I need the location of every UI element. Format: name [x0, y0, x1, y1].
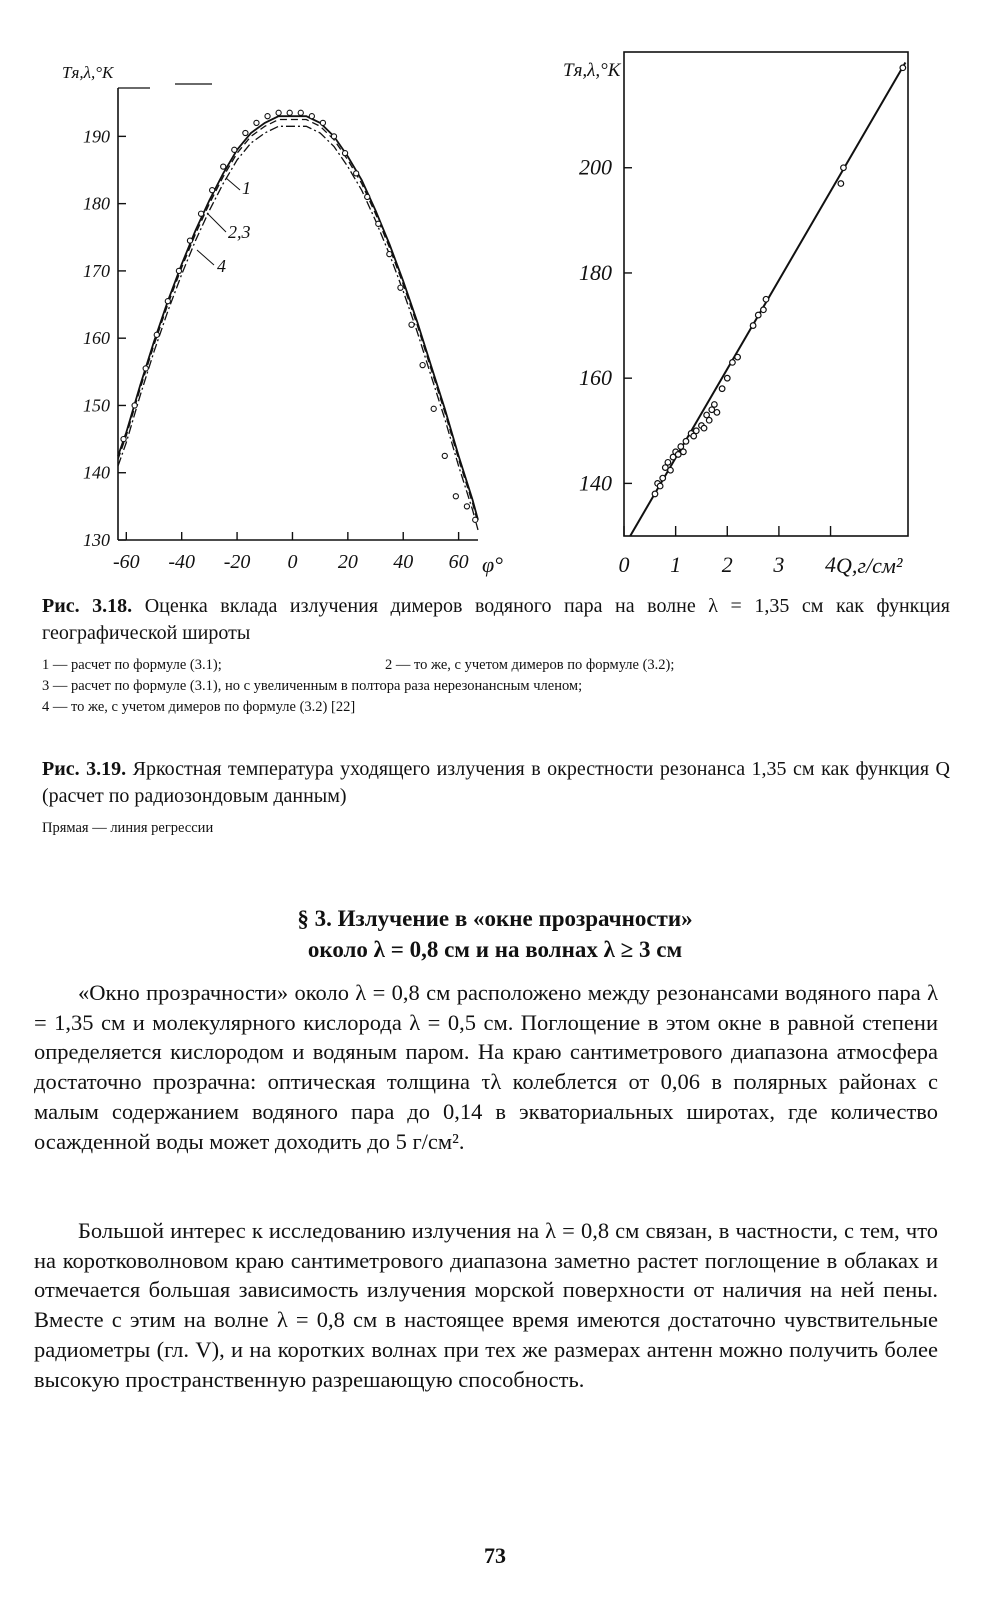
- x-tick-label: 0: [618, 552, 630, 577]
- paragraph-text: Большой интерес к исследованию излучения на λ = 0,8 см связан, в частности, с тем, что на коротковолновом краю сантиметрового диапазона заметно растет поглощение в облаках и отмечается большая зависимость излучения морской поверхности от наличия на ней пены. Вместе с этим на волне λ = 0,8 см в настоящее время имеются достаточно чувствительные радиометры (гл. V), и на коротких волнах при тех же размерах антенн можно получить более высокую пространственную разрешающую способность.: [34, 1218, 938, 1392]
- curve-label: 1: [242, 178, 251, 198]
- data-point: [900, 65, 906, 71]
- data-point: [176, 268, 181, 273]
- section-heading-line-1: § 3. Излучение в «окне прозрачности»: [297, 906, 693, 931]
- caption-title: [42, 593, 950, 647]
- figure-caption-3-19: [42, 756, 950, 839]
- data-point: [719, 386, 725, 392]
- y-tick-label: 190: [83, 126, 110, 147]
- caption-note-3: 3 — расчет по формуле (3.1), но с увеличенным в полтора раза нерезонансным членом;: [42, 678, 583, 694]
- caption-note-2: 2 — то же, с учетом димеров по формуле (3.2);: [385, 657, 675, 673]
- paragraph-text: «Окно прозрачности» около λ = 0,8 см расположено между резонансами водяного пара λ = 1,35 см и молекулярного кислорода λ = 0,5 см. Поглощение в этом окне в равной степени определяется кислородом и водяным паром. На краю сантиметрового диапазона атмосфера достаточно прозрачна: оптическая толщина τλ колеблется от 0,06 в полярных районах с малым содержанием водяного пара до 0,14 в экваториальных широтах, где количество осажденной воды может доходить до 5 г/см².: [34, 980, 938, 1154]
- figure-caption-3-18: [42, 593, 950, 718]
- data-point: [683, 439, 689, 445]
- data-point: [287, 110, 292, 115]
- curve-label: 4: [217, 256, 226, 276]
- y-axis-label: Tя,λ,°K: [563, 60, 621, 81]
- curve-label-leader: [226, 178, 240, 190]
- caption-note: Прямая — линия регрессии: [42, 820, 214, 836]
- data-point: [730, 360, 736, 366]
- page-number: 73: [484, 1543, 506, 1568]
- data-point: [309, 114, 314, 119]
- figure-3-18-latitude-chart: [0, 0, 503, 600]
- data-point: [464, 504, 469, 509]
- data-point: [453, 494, 458, 499]
- data-point: [354, 171, 359, 176]
- x-tick-label: 3: [773, 552, 785, 577]
- data-point: [409, 322, 414, 327]
- curve-4: [118, 126, 478, 530]
- y-axis-label: Tя,λ,°K: [62, 63, 114, 82]
- data-point: [187, 238, 192, 243]
- x-tick-label: 40: [393, 551, 414, 573]
- y-tick-label: 180: [83, 193, 110, 214]
- x-tick-label: -60: [112, 551, 140, 573]
- data-point: [681, 449, 687, 455]
- data-point: [761, 307, 767, 313]
- data-point: [276, 110, 281, 115]
- body-paragraph-2: [34, 1216, 938, 1394]
- data-point: [143, 366, 148, 371]
- caption-number: Рис. 3.18.: [42, 595, 133, 617]
- x-tick-label: 0: [287, 551, 298, 573]
- data-point: [221, 164, 226, 169]
- x-tick-label: 2: [721, 552, 733, 577]
- x-tick-label: 60: [448, 551, 469, 573]
- caption-text: Яркостная температура уходящего излучения в окрестности резонанса 1,35 см как функция Q (расчет по радиозондовым данным): [42, 758, 950, 807]
- data-point: [712, 402, 718, 408]
- data-point: [331, 134, 336, 139]
- data-point: [232, 147, 237, 152]
- data-point: [701, 425, 707, 431]
- body-paragraph-1: [34, 978, 938, 1156]
- caption-number: Рис. 3.19.: [42, 758, 127, 780]
- x-axis-label: φ°: [482, 552, 503, 577]
- y-tick-label: 140: [83, 462, 110, 483]
- data-point: [668, 467, 674, 473]
- data-point: [841, 165, 847, 171]
- data-point: [657, 483, 663, 489]
- data-point: [431, 406, 436, 411]
- data-point: [254, 120, 259, 125]
- y-tick-label: 180: [579, 259, 612, 285]
- y-tick-label: 130: [83, 530, 110, 550]
- y-tick-label: 140: [579, 470, 612, 496]
- data-point: [665, 460, 671, 466]
- data-point: [243, 130, 248, 135]
- y-tick-label: 200: [579, 154, 612, 180]
- x-axis-label: Q,г/см²: [836, 553, 903, 578]
- data-point: [838, 181, 844, 187]
- curve-label-leader: [207, 213, 226, 232]
- curve-label-leader: [197, 250, 214, 265]
- figure-3-19-q-chart: [540, 0, 990, 600]
- data-point: [121, 436, 126, 441]
- curve-2-3: [118, 120, 478, 524]
- data-point: [376, 221, 381, 226]
- data-point: [320, 120, 325, 125]
- y-tick-label: 150: [83, 395, 110, 416]
- data-point: [714, 410, 720, 416]
- y-tick-label: 160: [579, 365, 612, 391]
- x-tick-label: 4: [825, 552, 837, 577]
- data-point: [298, 110, 303, 115]
- data-point: [763, 296, 769, 302]
- data-point: [735, 354, 741, 360]
- data-point: [750, 323, 756, 329]
- section-heading-line-2: около λ = 0,8 см и на волнах λ ≥ 3 см: [307, 937, 683, 962]
- curve-1: [118, 116, 478, 520]
- data-point: [387, 251, 392, 256]
- data-point: [706, 417, 712, 423]
- curve-label: 2,3: [228, 222, 251, 242]
- data-point: [165, 299, 170, 304]
- data-point: [693, 428, 699, 434]
- data-point: [398, 285, 403, 290]
- data-point: [365, 194, 370, 199]
- data-point: [154, 332, 159, 337]
- y-tick-label: 160: [83, 328, 110, 349]
- data-point: [724, 375, 730, 381]
- data-point: [442, 453, 447, 458]
- x-tick-label: -20: [223, 551, 251, 573]
- caption-note-4: 4 — то же, с учетом димеров по формуле (3.2) [22]: [42, 699, 356, 715]
- caption-title: [42, 756, 950, 810]
- data-point: [265, 114, 270, 119]
- data-point: [473, 517, 478, 522]
- data-point: [420, 362, 425, 367]
- caption-note-1: 1 — расчет по формуле (3.1);: [42, 657, 222, 673]
- caption-text: Оценка вклада излучения димеров водяного пара на волне λ = 1,35 см как функция географической широты: [42, 595, 951, 644]
- caption-notes-row: [42, 655, 950, 676]
- data-point: [342, 151, 347, 156]
- data-point: [660, 475, 666, 481]
- data-point: [755, 312, 761, 318]
- data-point: [132, 403, 137, 408]
- x-tick-label: -40: [168, 551, 196, 573]
- data-point: [210, 188, 215, 193]
- x-tick-label: 20: [337, 551, 358, 573]
- y-tick-label: 170: [83, 260, 110, 281]
- data-point: [198, 211, 203, 216]
- data-point: [652, 491, 658, 497]
- x-tick-label: 1: [670, 552, 682, 577]
